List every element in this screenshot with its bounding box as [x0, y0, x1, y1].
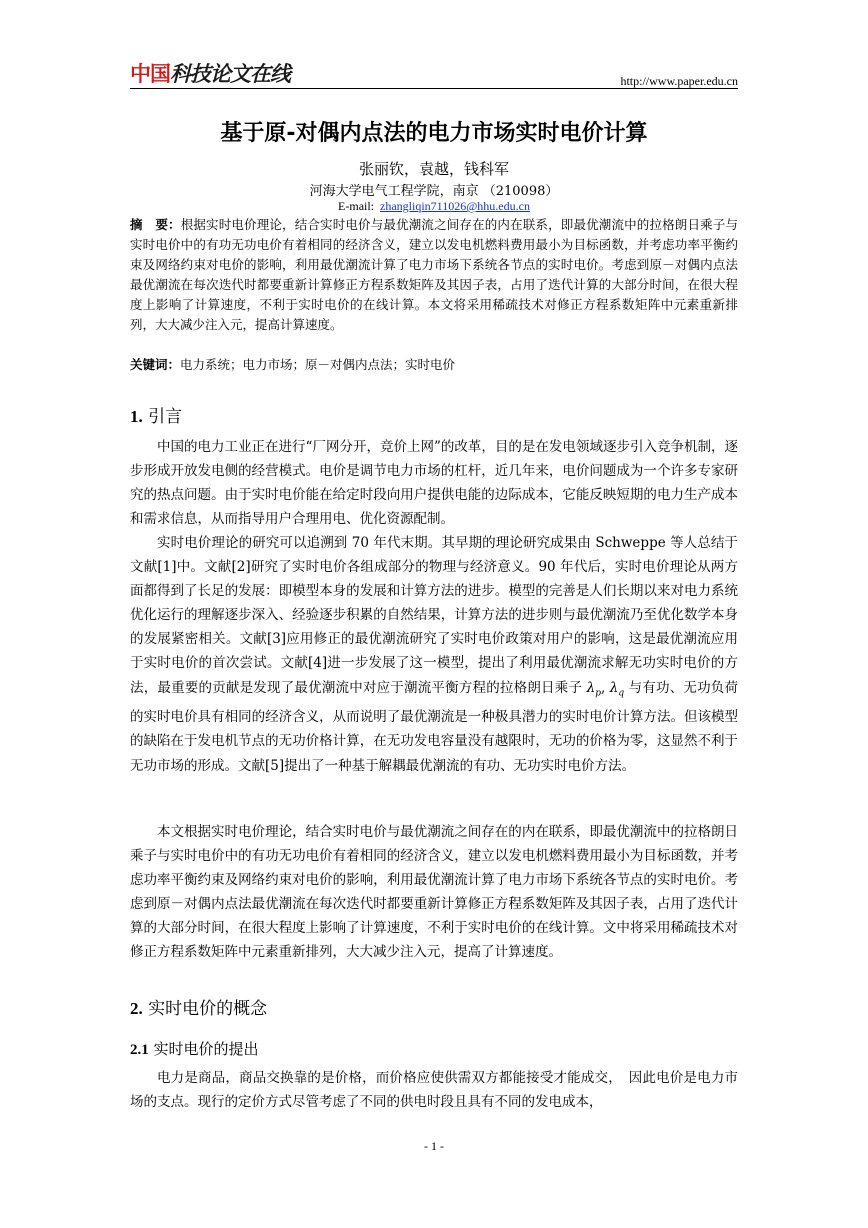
lambda-p-symbol: $\lambda_p$	[586, 679, 601, 699]
authors: 张丽钦，袁越，钱科军	[358, 160, 509, 178]
page-header	[130, 58, 738, 92]
affiliation: 河海大学电气工程学院，南京 （210098）	[309, 184, 559, 199]
section-2-heading	[130, 994, 267, 1019]
keywords	[130, 355, 738, 375]
paper-title: 基于原-对偶内点法的电力市场实时电价计算	[220, 121, 648, 146]
section-2-paragraph-1: 电力是商品，商品交换靠的是价格，而价格应使供需双方都能接受才能成交， 因此电价是电力市场的支点。现行的定价方式尽管考虑了不同的供电时段且具有不同的发电成本，	[130, 1070, 738, 1111]
abstract-label: 摘 要：	[130, 217, 181, 232]
email-link[interactable]: zhangliqin711026@hhu.edu.cn	[380, 199, 530, 213]
journal-logo[interactable]	[130, 58, 290, 88]
p2-text-b: 与有功、无功负荷的实时电价具有相同的经济含义，从而说明了最优潮流是一种极具潜力的实时电价计算方法。但该模型的缺陷在于发电机节点的无功价格计算，在无功发电容量没有越限时，无功的价格为零，这显然不利于无功市场的形成。文献[5]提出了一种基于解耦最优潮流的有功、无功实时电价方法。	[130, 679, 738, 774]
section-1-paragraph-2: 实时电价理论的研究可以追溯到 70 年代末期。其早期的理论研究成果由 Schweppe 等人总结于文献[1]中。文献[2]研究了实时电价各组成部分的物理与经济意义。90 年代后，实时电价理论从两方面都得到了长足的发展：即模型本身的发展和计算方法的进步。模型的完善是人们长期以来对电力系统优化运行的理解逐步深入、经验逐步积累的自然结果，计算方法的进步则与最优潮流乃至优化数学本身的发展紧密相关。文献[3]应用修正的最优潮流研究了实时电价政策对用户的影响，这是最优潮流应用于实时电价的首次尝试。文献[4]进一步发展了这一模型，提出了利用最优潮流求解无功实时电价的方法，最重要的贡献是发现了最优潮流中对应于潮流平衡方程的拉格朗日乘子 $\lambda_p$, $\lambda_q$ 与有功、无功负荷的实时电价具有相同的经济含义，从而说明了最优潮流是一种极具潜力的实时电价计算方法。但该模型的缺陷在于发电机节点的无功价格计算，在无功发电容量没有越限时，无功的价格为零，这显然不利于无功市场的形成。文献[5]提出了一种基于解耦最优潮流的有功、无功实时电价方法。	[130, 535, 738, 774]
email-line	[0, 199, 868, 214]
section-1-paragraph-3: 本文根据实时电价理论，结合实时电价与最优潮流之间存在的内在联系，即最优潮流中的拉格朗日乘子与实时电价中的有功无功电价有着相同的经济含义，建立以发电机燃料费用最小为目标函数，并考虑功率平衡约束及网络约束对电价的影响，利用最优潮流计算了电力市场下系统各节点的实时电价。考虑到原－对偶内点法最优潮流在每次迭代时都要重新计算修正方程系数矩阵及其因子表，占用了迭代计算的大部分时间，在很大程度上影响了计算速度，不利于实时电价的在线计算。文中将采用稀疏技术对修正方程系数矩阵中元素重新排列，大大减少注入元，提高了计算速度。	[130, 824, 738, 961]
page-number: - 1 -	[424, 1139, 444, 1153]
p2-text-a: 实时电价理论的研究可以追溯到 70 年代末期。其早期的理论研究成果由 Schweppe 等人总结于文献[1]中。文献[2]研究了实时电价各组成部分的物理与经济意义。90 年代后，实时电价理论从两方面都得到了长足的发展：即模型本身的发展和计算方法的进步。模型的完善是人们长期以来对电力系统优化运行的理解逐步深入、经验逐步积累的自然结果，计算方法的进步则与最优潮流乃至优化数学本身的发展紧密相关。文献[3]应用修正的最优潮流研究了实时电价政策对用户的影响，这是最优潮流应用于实时电价的首次尝试。文献[4]进一步发展了这一模型，提出了利用最优潮流求解无功实时电价的方法，最重要的贡献是发现了最优潮流中对应于潮流平衡方程的拉格朗日乘子	[130, 535, 738, 696]
lambda-q-symbol: $\lambda_q$	[609, 679, 625, 699]
subsection-2-1-title: 实时电价的提出	[153, 1040, 259, 1058]
section-2-title: 实时电价的概念	[148, 999, 268, 1019]
section-1-number: 1.	[130, 407, 143, 426]
section-1-title: 引言	[148, 407, 183, 427]
subsection-2-1-heading	[130, 1038, 259, 1059]
section-1-heading	[130, 402, 182, 427]
header-rule	[130, 88, 738, 89]
keywords-text: 电力系统；电力市场；原－对偶内点法；实时电价	[180, 357, 456, 372]
section-1-paragraph-1: 中国的电力工业正在进行“厂网分开，竞价上网”的改革，目的是在发电领域逐步引入竞争机制，逐步形成开放发电侧的经营模式。电价是调节电力市场的杠杆，近几年来，电价问题成为一个许多专家研究的热点问题。由于实时电价能在给定时段向用户提供电能的边际成本，它能反映短期的电力生产成本和需求信息，从而指导用户合理用电、优化资源配制。	[130, 439, 738, 528]
keywords-label: 关键词：	[130, 357, 181, 372]
header-url[interactable]: http://www.paper.edu.cn	[620, 74, 738, 88]
subsection-2-1-number: 2.1	[130, 1042, 149, 1058]
email-label: E-mail:	[338, 199, 375, 213]
abstract-text: 根据实时电价理论，结合实时电价与最优潮流之间存在的内在联系，即最优潮流中的拉格朗日乘子与实时电价中的有功无功电价有着相同的经济含义，建立以发电机燃料费用最小为目标函数，并考虑功率平衡约束及网络约束对电价的影响，利用最优潮流计算了电力市场下系统各节点的实时电价。考虑到原－对偶内点法最优潮流在每次迭代时都要重新计算修正方程系数矩阵及其因子表，占用了迭代计算的大部分时间，在很大程度上影响了计算速度，不利于实时电价的在线计算。本文将采用稀疏技术对修正方程系数矩阵中元素重新排列，大大减少注入元，提高计算速度。	[130, 217, 738, 332]
abstract	[130, 215, 738, 335]
logo-part-china: 中国	[130, 62, 170, 86]
logo-part-name: 科技论文在线	[170, 62, 290, 86]
section-2-number: 2.	[130, 999, 143, 1018]
